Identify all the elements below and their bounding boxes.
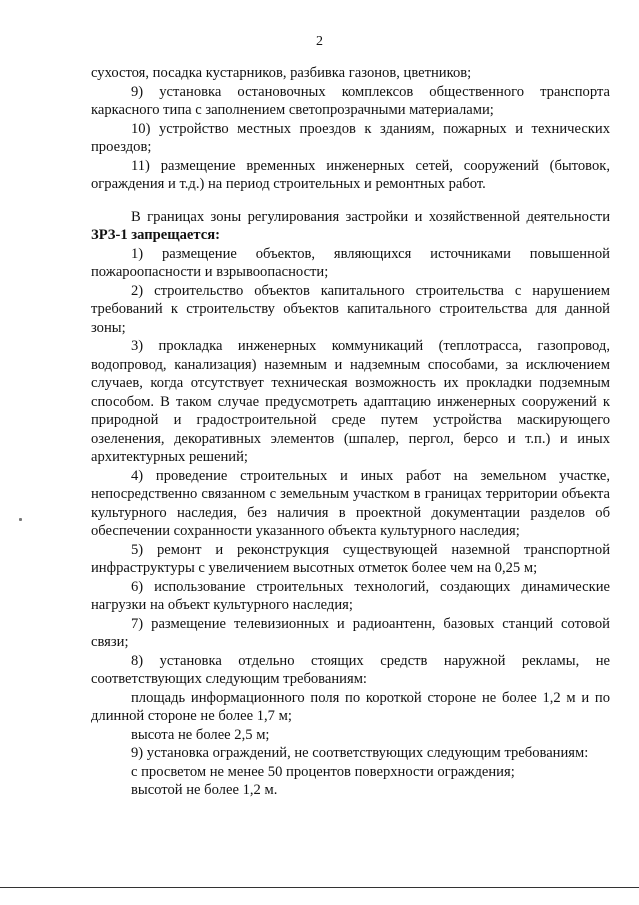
section-intro [91,208,610,245]
paragraph-gap [91,194,610,208]
paragraph: 11) размещение временных инженерных сетей, сооружений (бытовок, ограждения и т.д.) на период строительных и ремонтных работ. [91,157,610,192]
list-item: 4) проведение строительных и иных работ на земельном участке, непосредственно связанном с земельным участком в границах территории объекта культурного наследия, без наличия в проектной документации разделов об обеспечении сохранности указанного объекта культурного наследия; [91,467,610,539]
document-body [91,64,610,800]
page-bottom-edge [0,887,639,888]
list-item: 7) размещение телевизионных и радиоантенн, базовых станций сотовой связи; [91,615,610,650]
paragraph: сухостоя, посадка кустарников, разбивка газонов, цветников; [91,65,472,81]
sub-item: с просветом не менее 50 процентов поверхности ограждения; [131,763,515,780]
sub-item: высотой не более 1,2 м. [131,782,278,798]
sub-item: площадь информационного поля по короткой стороне не более 1,2 м и по длинной стороне не более 1,7 м; [91,689,610,724]
sub-item: высота не более 2,5 м; [131,726,270,743]
list-item: 2) строительство объектов капитального строительства с нарушением требований к строительству объектов капитального строительства для данной зоны; [91,282,610,336]
section-intro-bold: ЗРЗ-1 запрещается: [91,227,220,243]
list-item: 9) установка ограждений, не соответствующих следующим требованиям: [131,745,589,761]
scan-artifact [19,518,22,521]
section-intro-lead: В границах зоны регулирования застройки и хозяйственной деятельности [131,208,610,225]
list-item: 1) размещение объектов, являющихся источниками повышенной пожароопасности и взрывоопасности; [91,245,610,280]
list-item: 3) прокладка инженерных коммуникаций (теплотрасса, газопровод, водопровод, канализация) наземным и надземным способами, за исключением случаев, когда отсутствует техническая возможность их прокладки подземным способом. В таком случае предусмотреть адаптацию инженерных сооружений к природной и градостроительной среде путем устройства маскирующего озеленения, декоративных элементов (шпалер, пергол, берсо и т.п.) и иных архитектурных решений; [91,338,610,465]
list-item: 5) ремонт и реконструкция существующей наземной транспортной инфраструктуры с увеличением высотных отметок более чем на 0,25 м; [91,541,610,576]
list-item: 6) использование строительных технологий, создающих динамические нагрузки на объект культурного наследия; [91,578,610,613]
paragraph: 9) установка остановочных комплексов общественного транспорта каркасного типа с заполнением светопрозрачными материалами; [91,83,610,118]
paragraph: 10) устройство местных проездов к зданиям, пожарных и технических проездов; [91,120,610,155]
page-number: 2 [316,34,323,49]
list-item: 8) установка отдельно стоящих средств наружной рекламы, не соответствующих следующим требованиям: [91,652,610,687]
